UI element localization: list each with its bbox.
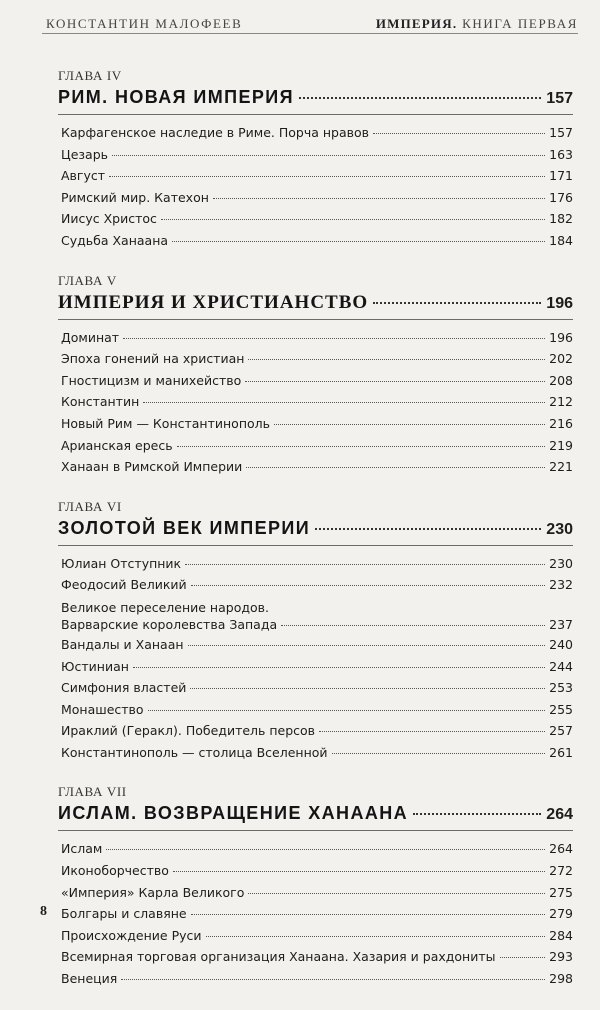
chapter-heading[interactable]	[58, 85, 573, 115]
chapter-label: ГЛАВА V	[58, 272, 117, 288]
chapter-label: ГЛАВА IV	[58, 68, 122, 83]
toc-entry[interactable]	[58, 677, 573, 699]
dot-leader	[373, 302, 541, 304]
running-head-title-rest: КНИГА ПЕРВАЯ	[457, 16, 578, 31]
running-head-book-title	[376, 16, 578, 32]
entry-page: 219	[549, 437, 573, 453]
entry-title: Гностицизм и манихейство	[61, 372, 242, 388]
entry-page: 279	[549, 906, 573, 922]
entry-page: 264	[549, 841, 573, 857]
toc-entry[interactable]	[58, 208, 573, 230]
entry-title: Август	[61, 168, 106, 184]
entry-page: 293	[549, 949, 573, 965]
dot-leader	[188, 645, 545, 646]
chapter-page: 157	[546, 90, 573, 107]
dot-leader	[246, 467, 545, 468]
toc-entry[interactable]	[58, 574, 573, 596]
entry-title: Римский мир. Катехон	[61, 189, 209, 205]
entry-title: Монашество	[61, 701, 144, 717]
entry-page: 202	[549, 351, 573, 367]
entry-title: Вандалы и Ханаан	[61, 636, 184, 652]
toc-entry[interactable]	[58, 187, 573, 209]
toc-entry[interactable]	[58, 656, 573, 678]
dot-leader	[185, 564, 545, 565]
entry-title: Арианская ересь	[61, 437, 173, 453]
entry-title-line1: Великое переселение народов.	[61, 599, 269, 615]
dot-leader	[106, 849, 545, 850]
running-head-title-bold: ИМПЕРИЯ.	[375, 16, 458, 31]
entry-page: 212	[549, 394, 573, 410]
dot-leader	[206, 936, 545, 937]
entry-title: Иисус Христос	[61, 211, 157, 227]
dot-leader	[281, 625, 545, 626]
entry-page: 221	[549, 459, 573, 475]
chapter-heading[interactable]	[58, 801, 573, 831]
toc-entry[interactable]	[58, 144, 573, 166]
entry-page: 255	[549, 701, 573, 717]
dot-leader	[274, 424, 545, 425]
toc-entry[interactable]	[58, 699, 573, 721]
dot-leader	[143, 402, 545, 403]
entry-title: Доминат	[61, 329, 120, 345]
dot-leader	[500, 957, 546, 958]
dot-leader	[190, 688, 545, 689]
entry-title: Всемирная торговая организация Ханаана. Хазария и рахдониты	[61, 949, 496, 965]
entry-page: 208	[549, 372, 573, 388]
dot-leader	[191, 914, 545, 915]
entry-page: 184	[549, 232, 573, 248]
toc-entry[interactable]	[58, 860, 573, 882]
entry-title: Венеция	[61, 971, 118, 987]
entry-page: 196	[549, 329, 573, 345]
dot-leader	[177, 446, 545, 447]
toc-entry[interactable]	[58, 348, 573, 370]
entry-title: Иконоборчество	[61, 863, 169, 879]
entry-title: Ислам	[61, 841, 103, 857]
dot-leader	[413, 813, 541, 815]
dot-leader	[191, 585, 545, 586]
running-head-author: КОНСТАНТИН МАЛОФЕЕВ	[46, 16, 243, 31]
entry-title: Феодосий Великий	[61, 577, 187, 593]
chapter-page: 230	[546, 520, 573, 538]
toc-entry[interactable]	[58, 946, 573, 968]
toc-entry[interactable]	[58, 165, 573, 187]
toc-entry[interactable]	[58, 742, 573, 764]
entry-page: 257	[549, 723, 573, 739]
dot-leader	[245, 381, 545, 382]
toc-entry[interactable]	[58, 435, 573, 457]
entry-title: Константинополь — столица Вселенной	[61, 744, 328, 760]
chapter-5	[58, 272, 573, 478]
entry-title: Болгары и славяне	[61, 906, 187, 922]
entry-page: 237	[549, 616, 573, 632]
entry-page: 240	[549, 636, 573, 652]
entry-page: 284	[549, 927, 573, 943]
entry-title: Юлиан Отступник	[61, 555, 182, 571]
entry-page: 298	[549, 971, 573, 987]
entry-title: Симфония властей	[61, 680, 187, 696]
toc-entry[interactable]	[58, 838, 573, 860]
dot-leader	[148, 710, 545, 711]
chapter-7	[58, 783, 573, 989]
chapter-page: 264	[546, 806, 573, 824]
running-head	[42, 14, 578, 34]
toc-entry[interactable]	[58, 925, 573, 947]
chapter-title: ИСЛАМ. ВОЗВРАЩЕНИЕ ХАНААНА	[58, 803, 409, 824]
dot-leader	[319, 731, 545, 732]
dot-leader	[248, 893, 545, 894]
entry-title: Карфагенское наследие в Риме. Порча нравов	[61, 125, 370, 140]
entry-page: 157	[549, 125, 573, 140]
dot-leader	[161, 219, 545, 220]
toc-entry[interactable]	[58, 634, 573, 656]
entry-title: Происхождение Руси	[61, 927, 202, 943]
toc-entry[interactable]	[58, 903, 573, 925]
toc-entry[interactable]	[58, 456, 573, 478]
entry-title: Варварские королевства Запада	[61, 616, 278, 632]
dot-leader	[213, 198, 545, 199]
entry-title: Судьба Ханаана	[61, 232, 169, 248]
entry-title: «Империя» Карла Великого	[61, 884, 245, 900]
chapter-heading[interactable]	[58, 516, 573, 546]
toc-entry[interactable]	[58, 122, 573, 144]
dot-leader	[332, 753, 545, 754]
entry-page: 275	[549, 884, 573, 900]
dot-leader	[373, 133, 545, 134]
chapter-title: РИМ. НОВАЯ ИМПЕРИЯ	[58, 87, 294, 107]
entry-page: 272	[549, 863, 573, 879]
dot-leader	[299, 97, 541, 99]
dot-leader	[109, 176, 545, 177]
chapter-4	[58, 67, 573, 252]
entry-page: 261	[549, 744, 573, 760]
toc-entry[interactable]	[58, 413, 573, 435]
entry-page: 230	[549, 555, 573, 571]
chapter-6	[58, 498, 573, 764]
dot-leader	[121, 979, 545, 980]
dot-leader	[112, 155, 545, 156]
toc-entry[interactable]	[58, 720, 573, 742]
chapter-label: ГЛАВА VII	[58, 784, 127, 800]
entry-page: 176	[549, 189, 573, 205]
entry-page: 244	[549, 658, 573, 674]
entry-title: Юстиниан	[61, 658, 129, 674]
entry-title: Константин	[61, 394, 140, 410]
toc-entry[interactable]	[58, 327, 573, 349]
dot-leader	[123, 338, 545, 339]
page-number: 8	[40, 904, 47, 919]
dot-leader	[315, 528, 541, 530]
chapter-title: ИМПЕРИЯ И ХРИСТИАНСТВО	[58, 291, 369, 313]
toc-entry[interactable]	[58, 968, 573, 990]
entry-title: Эпоха гонений на христиан	[61, 351, 245, 367]
chapter-heading[interactable]	[58, 290, 573, 320]
toc-entry[interactable]	[58, 882, 573, 904]
dot-leader	[133, 667, 545, 668]
table-of-contents	[58, 67, 573, 1010]
entry-title: Новый Рим — Константинополь	[61, 415, 271, 431]
entry-title: Ханаан в Римской Империи	[61, 459, 243, 475]
entry-title: Ираклий (Геракл). Победитель персов	[61, 723, 316, 739]
entry-page: 163	[549, 146, 573, 162]
chapter-title: ЗОЛОТОЙ ВЕК ИМПЕРИИ	[58, 517, 311, 538]
toc-entry[interactable]	[58, 553, 573, 575]
entry-title: Цезарь	[61, 146, 109, 162]
entry-page: 232	[549, 577, 573, 593]
dot-leader	[173, 871, 545, 872]
dot-leader	[248, 359, 545, 360]
toc-entry[interactable]	[58, 230, 573, 252]
entry-page: 253	[549, 680, 573, 696]
chapter-page: 196	[546, 294, 573, 312]
entry-page: 171	[549, 168, 573, 184]
toc-entry[interactable]	[58, 391, 573, 413]
entry-page: 216	[549, 415, 573, 431]
chapter-label: ГЛАВА VI	[58, 498, 122, 514]
dot-leader	[172, 241, 545, 242]
entry-page: 182	[549, 211, 573, 227]
toc-entry[interactable]	[58, 370, 573, 392]
toc-entry[interactable]	[58, 596, 573, 634]
